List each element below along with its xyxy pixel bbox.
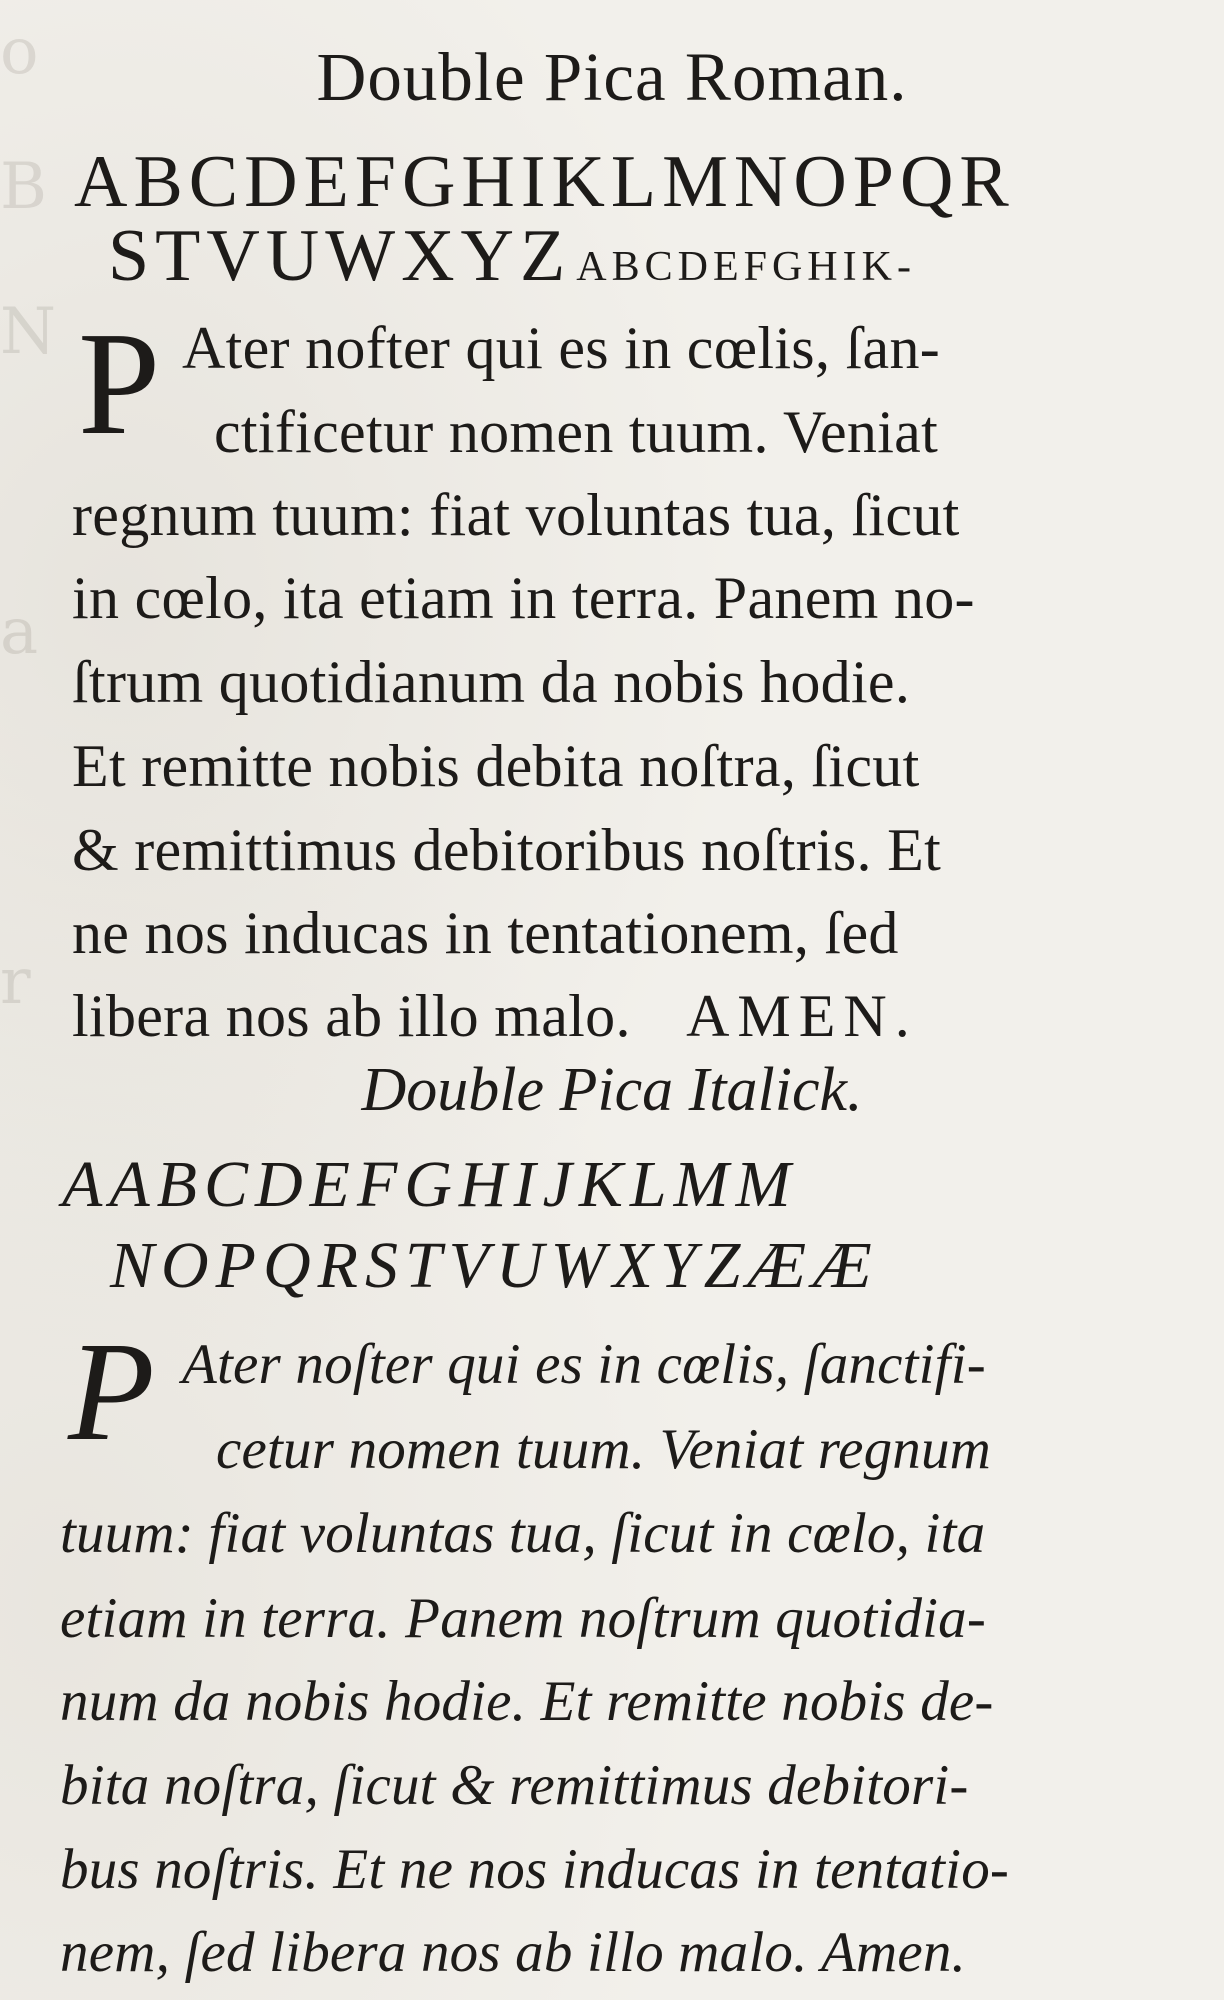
roman-uppercase-alphabet-line-2-row xyxy=(0,214,1224,299)
italic-text-line-3: tuum: fiat voluntas tua, ſicut in cœlo, ita xyxy=(60,1502,986,1565)
roman-text-line-3: regnum tuum: fiat voluntas tua, ſicut xyxy=(72,482,960,548)
left-bleed-through-mark: a xyxy=(0,595,39,669)
italic-text-line-5: num da nobis hodie. Et remitte nobis de- xyxy=(60,1670,994,1733)
italic-text-line-1: Ater noſter qui es in cœlis, ſanctifi- xyxy=(182,1333,986,1396)
roman-text-line-6: Et remitte nobis debita noſtra, ſicut xyxy=(72,733,920,799)
roman-section-title: Double Pica Roman. xyxy=(316,39,908,115)
italic-uppercase-alphabet-line-2: NOPQRSTVUWXYZÆÆ xyxy=(110,1229,879,1302)
roman-small-caps-alphabet: ABCDEFGHIK- xyxy=(576,244,916,290)
roman-text-line-1: Ater nofter qui es in cœlis, ſan- xyxy=(182,315,941,381)
italic-uppercase-alphabet-line-1: AABCDEFGHIJKLMM xyxy=(62,1148,798,1221)
roman-amen: AMEN. xyxy=(686,983,918,1049)
italic-text-line-4: etiam in terra. Panem noſtrum quotidia- xyxy=(60,1587,987,1650)
left-bleed-through-mark: r xyxy=(0,945,31,1019)
roman-closing-line xyxy=(0,983,1224,1049)
left-bleed-through-mark: o xyxy=(0,15,39,89)
italic-text-line-6: bita noſtra, ſicut & remittimus debitori- xyxy=(60,1754,969,1817)
roman-text-line-7: & remittimus debitoribus noſtris. Et xyxy=(72,817,942,883)
italic-text-line-7: bus noſtris. Et ne nos inducas in tentatio- xyxy=(60,1838,1010,1901)
roman-text-line-2: ctificetur nomen tuum. Veniat xyxy=(214,399,939,465)
roman-uppercase-alphabet-line-1: ABCDEFGHIKLMNOPQR xyxy=(74,141,1015,223)
roman-text-line-9: libera nos ab illo malo. xyxy=(72,983,631,1049)
italic-drop-cap: P xyxy=(68,1312,155,1470)
roman-text-line-5: ſtrum quotidianum da nobis hodie. xyxy=(72,649,911,715)
left-bleed-through-mark: B xyxy=(0,150,48,224)
roman-text-line-8: ne nos inducas in tentationem, ſed xyxy=(72,900,899,966)
italic-section-title: Double Pica Italick. xyxy=(361,1056,863,1124)
roman-drop-cap: P xyxy=(78,302,161,466)
roman-text-line-4: in cœlo, ita etiam in terra. Panem no- xyxy=(72,565,975,631)
italic-text-line-8: nem, ſed libera nos ab illo malo. Amen. xyxy=(60,1921,966,1984)
italic-text-line-2: cetur nomen tuum. Veniat regnum xyxy=(216,1418,992,1481)
left-bleed-through-mark: N xyxy=(0,295,56,369)
roman-uppercase-alphabet-line-2: STVUWXYZ xyxy=(108,215,572,297)
